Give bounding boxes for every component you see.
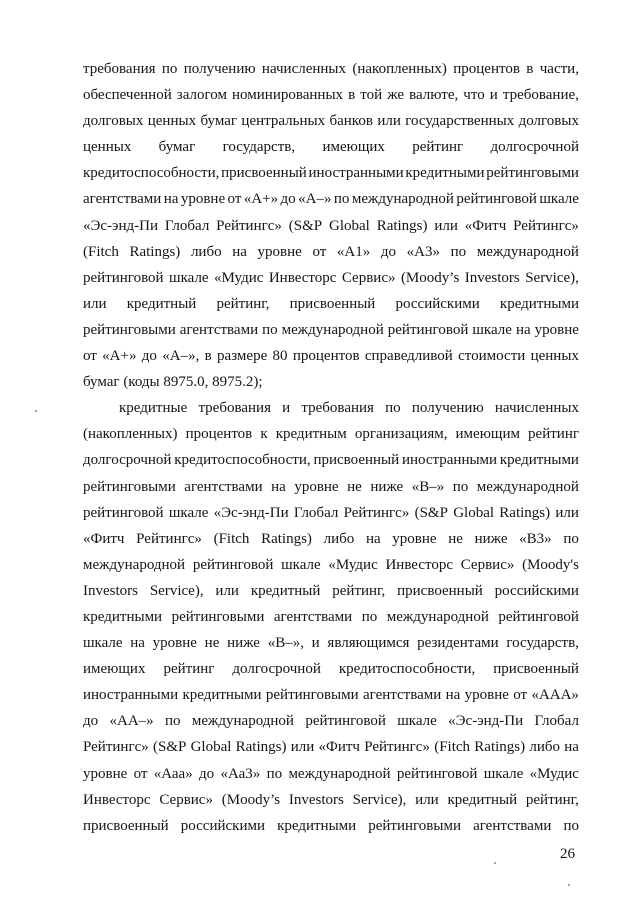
- text-line: обеспеченной залогом номинированных в той же валюте, что и требование,: [83, 87, 579, 104]
- text-line: Рейтингс» (S&P Global Ratings) или «Фитч Рейтингс» (Fitch Ratings) либо на: [83, 739, 579, 756]
- text-line: от «А+» до «А–», в размере 80 процентов справедливой стоимости ценных: [83, 348, 579, 365]
- text-line: долговых ценных бумаг центральных банков или государственных долговых: [83, 113, 579, 130]
- text-line: рейтинговой шкале «Эс-энд-Пи Глобал Рейтингс» (S&P Global Ratings) или: [83, 504, 579, 521]
- text-line: ценных бумаг государств, имеющих рейтинг долгосрочной: [83, 139, 579, 156]
- text-line: рейтинговой шкале «Мудис Инвесторс Сервис» (Moody’s Investors Service),: [83, 269, 579, 286]
- text-line: кредитоспособности, присвоенный иностранными кредитными рейтинговыми: [83, 165, 579, 182]
- text-line: международной рейтинговой шкале «Мудис Инвесторс Сервис» (Moody's: [83, 556, 579, 573]
- text-line: долгосрочной кредитоспособности, присвоенный иностранными кредитными: [83, 452, 579, 469]
- text-line: уровне от «Ааа» до «Аа3» по международной рейтинговой шкале «Мудис: [83, 765, 579, 782]
- scan-speck: [568, 884, 570, 886]
- text-line: или кредитный рейтинг, присвоенный российскими кредитными: [83, 295, 579, 312]
- text-line: до «АА–» по международной рейтинговой шкале «Эс-энд-Пи Глобал: [83, 713, 579, 730]
- text-line: Investors Service), или кредитный рейтинг, присвоенный российскими: [83, 582, 579, 599]
- scan-speck: [35, 410, 37, 412]
- text-line: Инвесторс Сервис» (Moody’s Investors Service), или кредитный рейтинг,: [83, 791, 579, 808]
- text-line: кредитные требования и требования по получению начисленных: [119, 400, 579, 417]
- text-line: присвоенный российскими кредитными рейтинговыми агентствами по: [83, 817, 579, 834]
- scan-speck: [494, 862, 496, 864]
- text-line: «Эс-энд-Пи Глобал Рейтингс» (S&P Global Ratings) или «Фитч Рейтингс»: [83, 217, 579, 234]
- text-line: (Fitch Ratings) либо на уровне от «А1» до «А3» по международной: [83, 243, 579, 260]
- body-text: [83, 56, 579, 839]
- text-line: агентствами на уровне от «А+» до «А–» по международной рейтинговой шкале: [83, 191, 579, 208]
- text-line: (накопленных) процентов к кредитным организациям, имеющим рейтинг: [83, 426, 579, 443]
- text-line: требования по получению начисленных (накопленных) процентов в части,: [83, 61, 579, 77]
- text-line: рейтинговыми агентствами по международной рейтинговой шкале на уровне: [83, 321, 579, 338]
- text-line: «Фитч Рейтингс» (Fitch Ratings) либо на уровне не ниже «В3» по: [83, 530, 579, 547]
- text-line: кредитными рейтинговыми агентствами по международной рейтинговой: [83, 608, 579, 625]
- text-line: шкале на уровне не ниже «В–», и являющимся резидентами государств,: [83, 635, 579, 652]
- text-line: иностранными кредитными рейтинговыми агентствами на уровне от «ААА»: [83, 687, 579, 704]
- text-line: бумаг (коды 8975.0, 8975.2);: [83, 374, 263, 391]
- page-number: 26: [560, 846, 575, 862]
- text-line: рейтинговыми агентствами на уровне не ниже «В–» по международной: [83, 478, 579, 495]
- text-line: имеющих рейтинг долгосрочной кредитоспособности, присвоенный: [83, 661, 579, 678]
